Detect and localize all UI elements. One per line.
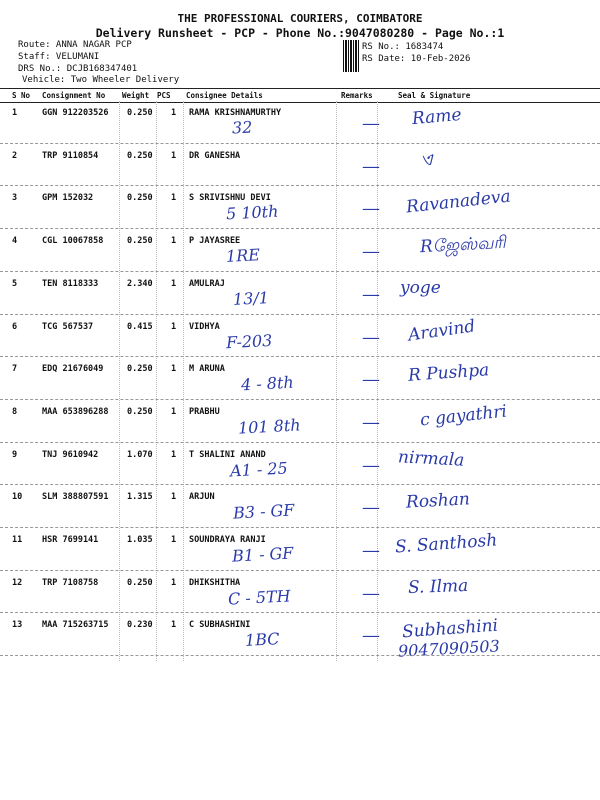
row-sno: 9 xyxy=(12,449,18,460)
handwritten-remark-dash: — xyxy=(362,326,380,348)
row-sno: 4 xyxy=(12,236,18,247)
handwritten-flat-note: 1RE xyxy=(225,245,261,266)
handwritten-signature: nirmala xyxy=(397,446,465,471)
handwritten-signature: ଏ xyxy=(420,149,432,170)
handwritten-remark-dash: — xyxy=(362,283,380,305)
row-consignment: SLM 388807591 xyxy=(42,492,109,503)
row-pcs: 1 xyxy=(171,150,177,161)
handwritten-flat-note: B1 - GF xyxy=(231,543,294,566)
row-sno: 2 xyxy=(12,150,18,161)
handwritten-flat-note: 13/1 xyxy=(232,287,270,309)
row-weight: 1.070 xyxy=(127,449,153,460)
handwritten-signature: S. Santhosh xyxy=(394,530,498,558)
row-pcs: 1 xyxy=(171,236,177,247)
drs-label: DRS No.: DCJB168347401 xyxy=(18,64,138,74)
handwritten-flat-note: 32 xyxy=(231,117,253,138)
row-consignment: TCG 567537 xyxy=(42,321,94,332)
row-pcs: 1 xyxy=(171,321,177,332)
row-pcs: 1 xyxy=(171,108,177,118)
row-consignment: MAA 653896288 xyxy=(42,406,109,417)
row-weight: 0.250 xyxy=(127,193,153,204)
table-row xyxy=(0,571,600,613)
col-consignee: Consignee Details xyxy=(186,91,263,100)
barcode-image xyxy=(343,40,359,72)
row-sno: 11 xyxy=(12,535,23,545)
route-label: Route: ANNA NAGAR PCP xyxy=(18,40,132,50)
table-row xyxy=(0,400,600,442)
table-row xyxy=(0,528,600,570)
row-consignee: ARJUN xyxy=(189,492,215,503)
row-sno: 5 xyxy=(12,278,18,289)
table-row xyxy=(0,485,600,527)
handwritten-flat-note: 4 - 8th xyxy=(240,372,295,395)
col-weight: Weight xyxy=(122,91,150,100)
handwritten-remark-dash: — xyxy=(362,582,380,604)
row-sno: 12 xyxy=(12,577,23,588)
row-pcs: 1 xyxy=(171,620,177,631)
row-sno: 10 xyxy=(12,492,23,503)
row-separator xyxy=(0,655,600,656)
table-row xyxy=(0,315,600,357)
handwritten-signature: yoge xyxy=(400,277,441,298)
handwritten-remark-dash: — xyxy=(362,411,380,433)
staff-label: Staff: VELUMANI xyxy=(18,52,100,62)
col-seal: Seal & Signature xyxy=(398,91,471,100)
row-consignee: DR GANESHA xyxy=(189,150,241,161)
runsheet-subtitle: Delivery Runsheet - PCP - Phone No.:9047080280 - Page No.:1 xyxy=(95,26,505,40)
handwritten-signature: S. Ilma xyxy=(407,575,469,598)
row-sno: 6 xyxy=(12,321,18,332)
handwritten-flat-note: 1BC xyxy=(244,629,280,651)
handwritten-remark-dash: — xyxy=(362,155,380,177)
handwritten-remark-dash: — xyxy=(362,540,380,561)
vehicle-label: Vehicle: Two Wheeler Delivery xyxy=(22,75,180,85)
row-consignee: P JAYASREE xyxy=(189,236,241,247)
row-pcs: 1 xyxy=(171,535,177,545)
handwritten-remark-dash: — xyxy=(362,113,380,134)
row-consignee: PRABHU xyxy=(189,406,220,417)
row-pcs: 1 xyxy=(171,406,177,417)
handwritten-remark-dash: — xyxy=(362,241,380,263)
row-sno: 8 xyxy=(12,406,18,417)
handwritten-flat-note: A1 - 25 xyxy=(229,458,289,481)
row-sno: 13 xyxy=(12,620,23,631)
table-row xyxy=(0,186,600,228)
row-consignment: HSR 7699141 xyxy=(42,535,99,545)
table-row xyxy=(0,272,600,314)
row-consignee: S SRIVISHNU DEVI xyxy=(189,193,271,204)
row-consignee: SOUNDRAYA RANJI xyxy=(189,535,266,545)
row-consignment: TEN 8118333 xyxy=(42,278,99,289)
row-weight: 0.250 xyxy=(127,236,153,247)
handwritten-flat-note: F-203 xyxy=(225,330,273,352)
col-pcs: PCS xyxy=(157,91,171,100)
row-weight: 0.250 xyxy=(127,150,153,161)
handwritten-signature: Subhashini xyxy=(401,616,499,643)
row-pcs: 1 xyxy=(171,449,177,460)
row-pcs: 1 xyxy=(171,193,177,204)
row-sno: 3 xyxy=(12,193,18,204)
handwritten-signature: R Pushpa xyxy=(407,360,490,386)
handwritten-signature: Rame xyxy=(411,104,463,130)
handwritten-remark-dash: — xyxy=(362,625,380,647)
handwritten-remark-dash: — xyxy=(362,369,380,391)
row-consignment: CGL 10067858 xyxy=(42,236,104,247)
row-weight: 1.315 xyxy=(127,492,153,503)
row-pcs: 1 xyxy=(171,364,177,375)
row-weight: 0.230 xyxy=(127,620,153,631)
handwritten-flat-note: 5 10th xyxy=(225,202,279,224)
row-sno: 1 xyxy=(12,108,18,118)
table-row xyxy=(0,613,600,662)
handwritten-signature: Ravanadeva xyxy=(405,186,512,218)
table-row xyxy=(0,101,600,143)
table-row xyxy=(0,357,600,399)
row-pcs: 1 xyxy=(171,278,177,289)
handwritten-signature: Rஜேஸ்வரி xyxy=(419,232,507,258)
row-weight: 0.250 xyxy=(127,577,153,588)
row-consignee: RAMA KRISHNAMURTHY xyxy=(189,108,282,118)
row-sno: 7 xyxy=(12,364,18,375)
row-consignment: GPM 152032 xyxy=(42,193,94,204)
row-consignment: TRP 7108758 xyxy=(42,577,99,588)
handwritten-remark-dash: — xyxy=(362,497,380,519)
table-row xyxy=(0,144,600,186)
row-weight: 0.415 xyxy=(127,321,153,332)
row-consignee: DHIKSHITHA xyxy=(189,577,241,588)
row-consignee: AMULRAJ xyxy=(189,278,225,289)
handwritten-remark-dash: — xyxy=(362,454,380,476)
handwritten-remark-dash: — xyxy=(362,198,380,220)
row-consignee: M ARUNA xyxy=(189,364,225,375)
row-weight: 0.250 xyxy=(127,108,153,118)
table-row xyxy=(0,229,600,271)
row-weight: 2.340 xyxy=(127,278,153,289)
handwritten-signature: Aravind xyxy=(406,315,477,346)
row-pcs: 1 xyxy=(171,577,177,588)
handwritten-flat-note: C - 5TH xyxy=(227,586,292,609)
rs-number: RS No.: 1683474 xyxy=(362,42,444,52)
row-consignee: C SUBHASHINI xyxy=(189,620,251,631)
row-consignee: VIDHYA xyxy=(189,321,220,332)
col-sno: S No xyxy=(12,91,31,100)
handwritten-flat-note: 101 8th xyxy=(237,415,302,438)
row-consignment: TRP 9110854 xyxy=(42,150,99,161)
handwritten-phone-number: 9047090503 xyxy=(397,636,501,662)
col-remarks: Remarks xyxy=(341,91,373,100)
handwritten-signature: Roshan xyxy=(405,489,471,513)
row-weight: 0.250 xyxy=(127,364,153,375)
row-weight: 0.250 xyxy=(127,406,153,417)
row-consignment: EDQ 21676049 xyxy=(42,364,104,375)
rs-date: RS Date: 10-Feb-2026 xyxy=(362,54,471,64)
row-pcs: 1 xyxy=(171,492,177,503)
table-row xyxy=(0,443,600,485)
row-weight: 1.035 xyxy=(127,535,153,545)
company-title: THE PROFESSIONAL COURIERS, COIMBATORE xyxy=(177,12,423,25)
row-consignment: TNJ 9610942 xyxy=(42,449,99,460)
row-consignee: T SHALINI ANAND xyxy=(189,449,266,460)
row-consignment: MAA 715263715 xyxy=(42,620,109,631)
handwritten-signature: c gayathri xyxy=(419,401,508,431)
handwritten-flat-note: B3 - GF xyxy=(232,500,295,523)
row-consignment: GGN 912203526 xyxy=(42,108,109,118)
col-consignment: Consignment No xyxy=(42,91,106,100)
